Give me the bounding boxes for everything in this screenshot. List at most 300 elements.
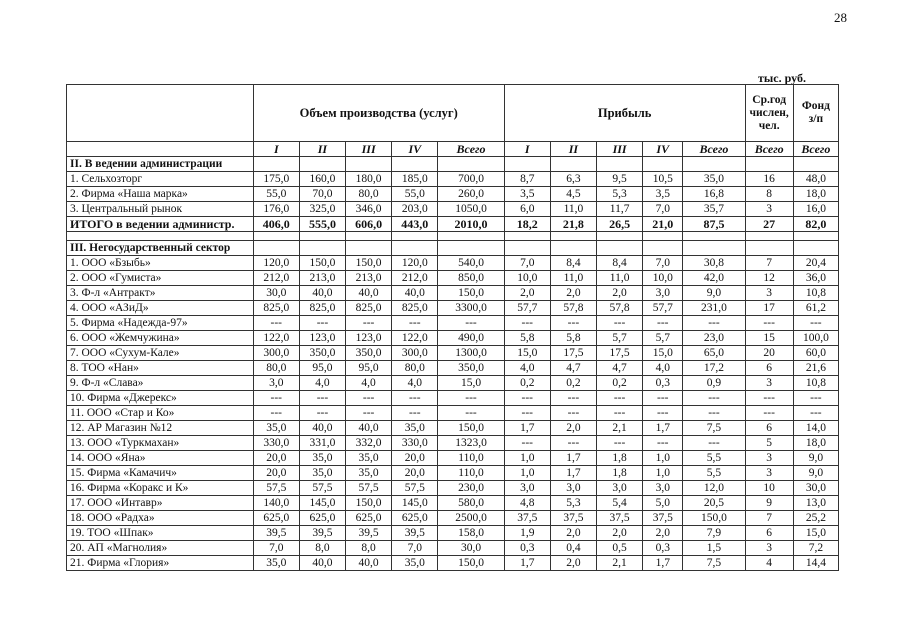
row-label: 1. ООО «Бзыбь» (67, 256, 254, 271)
table-cell: 20 (745, 346, 793, 361)
table-cell: 40,0 (299, 421, 345, 436)
table-cell (793, 241, 838, 256)
row-label: 16. Фирма «Коракс и К» (67, 481, 254, 496)
table-cell (683, 232, 745, 241)
table-cell: 80,0 (392, 361, 438, 376)
table-cell: 40,0 (346, 421, 392, 436)
table-row (67, 301, 839, 316)
table-cell: 20,4 (793, 256, 838, 271)
table-cell: 6 (745, 421, 793, 436)
table-cell: 17,5 (550, 346, 596, 361)
table-cell: 406,0 (253, 217, 299, 232)
table-cell: --- (683, 436, 745, 451)
table-cell: 331,0 (299, 436, 345, 451)
table-cell: 7,5 (683, 556, 745, 571)
table-cell: 18,2 (504, 217, 550, 232)
table-cell: 39,5 (253, 526, 299, 541)
table-cell: 5,5 (683, 451, 745, 466)
table-cell: 4,0 (643, 361, 683, 376)
table-cell (597, 157, 643, 172)
table-cell: 231,0 (683, 301, 745, 316)
table-cell: 12,0 (683, 481, 745, 496)
table-cell: --- (550, 406, 596, 421)
table-cell: 11,0 (550, 271, 596, 286)
table-cell: 1,7 (550, 466, 596, 481)
table-cell: 145,0 (299, 496, 345, 511)
row-label: 1. Сельхозторг (67, 172, 254, 187)
table-cell: 0,3 (504, 541, 550, 556)
table-cell: 37,5 (597, 511, 643, 526)
table-cell: 7,2 (793, 541, 838, 556)
row-label: 10. Фирма «Джерекс» (67, 391, 254, 406)
table-cell: 150,0 (346, 496, 392, 511)
table-cell: 5,5 (683, 466, 745, 481)
table-cell: 110,0 (438, 451, 504, 466)
table-cell (392, 232, 438, 241)
table-cell: 325,0 (299, 202, 345, 217)
header-fund: Фонд з/п (793, 85, 838, 142)
table-cell: 57,5 (392, 481, 438, 496)
table-cell: 4,0 (392, 376, 438, 391)
table-cell: 700,0 (438, 172, 504, 187)
table-cell: 1,8 (597, 466, 643, 481)
section-row (67, 157, 839, 172)
table-cell: 1323,0 (438, 436, 504, 451)
table-cell: 14,0 (793, 421, 838, 436)
header-row (67, 85, 839, 142)
table-cell (793, 157, 838, 172)
table-cell: 37,5 (643, 511, 683, 526)
table-cell: 5,4 (597, 496, 643, 511)
table-cell: 850,0 (438, 271, 504, 286)
table-cell: 0,2 (597, 376, 643, 391)
table-cell: 21,0 (643, 217, 683, 232)
table-cell (550, 241, 596, 256)
table-cell: 20,0 (392, 466, 438, 481)
total-row (67, 217, 839, 232)
row-label: 3. Центральный рынок (67, 202, 254, 217)
table-cell: 57,7 (643, 301, 683, 316)
row-label: 3. Ф-л «Антракт» (67, 286, 254, 301)
quarter-header-cell: Всего (745, 142, 793, 157)
table-cell (683, 157, 745, 172)
table-cell: 1,9 (504, 526, 550, 541)
table-row (67, 481, 839, 496)
table-cell (745, 241, 793, 256)
row-label: ИТОГО в ведении администр. (67, 217, 254, 232)
quarter-header-cell: IV (643, 142, 683, 157)
table-cell: 1,0 (643, 466, 683, 481)
table-cell (597, 232, 643, 241)
table-row (67, 541, 839, 556)
table-cell: --- (504, 316, 550, 331)
table-cell: 3 (745, 376, 793, 391)
table-cell: 30,8 (683, 256, 745, 271)
table-cell: 10,5 (643, 172, 683, 187)
table-cell: 39,5 (346, 526, 392, 541)
table-cell: 7,0 (643, 202, 683, 217)
table-cell: 825,0 (253, 301, 299, 316)
table-cell: 625,0 (299, 511, 345, 526)
table-cell: 3,5 (643, 187, 683, 202)
table-cell: 176,0 (253, 202, 299, 217)
table-cell: --- (550, 391, 596, 406)
table-row (67, 496, 839, 511)
row-label: 8. ТОО «Нан» (67, 361, 254, 376)
table-cell: --- (683, 391, 745, 406)
table-cell: 25,2 (793, 511, 838, 526)
table-cell: 180,0 (346, 172, 392, 187)
table-cell (346, 157, 392, 172)
table-cell: 0,9 (683, 376, 745, 391)
table-cell: --- (550, 436, 596, 451)
table-cell: 95,0 (346, 361, 392, 376)
table-cell: 13,0 (793, 496, 838, 511)
table-cell: 7 (745, 256, 793, 271)
table-cell (299, 241, 345, 256)
table-cell: 8,4 (597, 256, 643, 271)
table-cell: 16 (745, 172, 793, 187)
table-cell: 10,0 (643, 271, 683, 286)
table-cell: 18,0 (793, 436, 838, 451)
table-cell: 8,7 (504, 172, 550, 187)
table-cell: 4,7 (550, 361, 596, 376)
table-cell: 9 (745, 496, 793, 511)
row-label: 11. ООО «Стар и Ко» (67, 406, 254, 421)
table-cell: 150,0 (438, 556, 504, 571)
table-cell: 8,0 (299, 541, 345, 556)
header-avg-staff: Ср.год числен, чел. (745, 85, 793, 142)
table-cell (253, 157, 299, 172)
table-cell: 1,0 (504, 451, 550, 466)
table-cell: 2,0 (550, 526, 596, 541)
table-cell: 350,0 (438, 361, 504, 376)
table-cell: --- (438, 406, 504, 421)
table-cell: --- (253, 391, 299, 406)
table-cell: 9,0 (793, 451, 838, 466)
table-cell (67, 232, 254, 241)
row-label: 17. ООО «Интавр» (67, 496, 254, 511)
table-cell: 2,0 (597, 526, 643, 541)
table-cell: --- (745, 391, 793, 406)
table-cell: 15 (745, 331, 793, 346)
table-cell: 21,6 (793, 361, 838, 376)
table-cell: 150,0 (346, 256, 392, 271)
row-label: 6. ООО «Жемчужина» (67, 331, 254, 346)
table-cell (346, 232, 392, 241)
table-cell: 1,7 (643, 421, 683, 436)
table-cell: 55,0 (253, 187, 299, 202)
table-cell: 555,0 (299, 217, 345, 232)
table-cell: --- (438, 391, 504, 406)
table-cell: --- (346, 406, 392, 421)
table-cell (643, 157, 683, 172)
table-cell: 0,3 (643, 376, 683, 391)
table-cell (438, 157, 504, 172)
table-cell: 6 (745, 526, 793, 541)
table-cell: 213,0 (299, 271, 345, 286)
table-cell: 2010,0 (438, 217, 504, 232)
table-cell: 9,5 (597, 172, 643, 187)
table-cell: 150,0 (683, 511, 745, 526)
table-cell: 7 (745, 511, 793, 526)
table-cell: 625,0 (253, 511, 299, 526)
table-cell: 2500,0 (438, 511, 504, 526)
table-cell: --- (643, 391, 683, 406)
quarter-header-cell: IV (392, 142, 438, 157)
table-cell: 123,0 (346, 331, 392, 346)
table-cell: 1,7 (643, 556, 683, 571)
table-row (67, 271, 839, 286)
table-cell: 540,0 (438, 256, 504, 271)
table-cell: 37,5 (550, 511, 596, 526)
table-cell: 6,3 (550, 172, 596, 187)
row-label: 18. ООО «Радха» (67, 511, 254, 526)
table-cell: 5,7 (643, 331, 683, 346)
table-cell: 23,0 (683, 331, 745, 346)
table-cell: --- (438, 316, 504, 331)
table-cell: 15,0 (793, 526, 838, 541)
table-cell: 300,0 (392, 346, 438, 361)
table-cell: 17,5 (597, 346, 643, 361)
table-row (67, 172, 839, 187)
table-cell: 2,0 (550, 556, 596, 571)
table-cell: 27 (745, 217, 793, 232)
table-cell: 825,0 (299, 301, 345, 316)
table-cell: --- (346, 316, 392, 331)
table-cell: --- (745, 406, 793, 421)
row-label: 13. ООО «Туркмахан» (67, 436, 254, 451)
table-row (67, 331, 839, 346)
table-cell: 35,0 (392, 421, 438, 436)
table-cell: 0,5 (597, 541, 643, 556)
table-cell: 80,0 (346, 187, 392, 202)
table-row (67, 376, 839, 391)
table-cell: 5,8 (550, 331, 596, 346)
table-cell: 11,0 (550, 202, 596, 217)
table-cell: 5,3 (597, 187, 643, 202)
table-cell: 6 (745, 361, 793, 376)
table-cell: 40,0 (299, 286, 345, 301)
table-cell: 5,3 (550, 496, 596, 511)
table-row (67, 202, 839, 217)
table-cell: 3 (745, 541, 793, 556)
table-cell: 80,0 (253, 361, 299, 376)
table-cell: 260,0 (438, 187, 504, 202)
table-cell: 57,5 (299, 481, 345, 496)
header-profit: Прибыль (504, 85, 745, 142)
table-cell: 3 (745, 466, 793, 481)
table-cell: 7,0 (392, 541, 438, 556)
table-cell: 17,2 (683, 361, 745, 376)
table-cell: --- (299, 316, 345, 331)
table-cell: 57,5 (253, 481, 299, 496)
table-cell: 1,7 (504, 421, 550, 436)
table-cell: --- (346, 391, 392, 406)
table-cell: 10,8 (793, 286, 838, 301)
table-cell: 122,0 (253, 331, 299, 346)
table-cell: 11,7 (597, 202, 643, 217)
table-cell: 17 (745, 301, 793, 316)
table-row (67, 436, 839, 451)
quarter-header-cell: II (299, 142, 345, 157)
table-cell (253, 241, 299, 256)
table-cell: 3,5 (504, 187, 550, 202)
table-cell: 7,9 (683, 526, 745, 541)
table-cell (745, 157, 793, 172)
table-cell: 490,0 (438, 331, 504, 346)
quarter-header-cell: I (253, 142, 299, 157)
table-cell: 3,0 (597, 481, 643, 496)
table-cell: --- (253, 316, 299, 331)
table-cell: 625,0 (346, 511, 392, 526)
table-cell: 1,0 (643, 451, 683, 466)
table-cell: 3 (745, 451, 793, 466)
table-cell: 57,5 (346, 481, 392, 496)
table-cell: --- (643, 316, 683, 331)
table-cell: 35,0 (683, 172, 745, 187)
table-cell: 82,0 (793, 217, 838, 232)
table-cell: 3,0 (643, 481, 683, 496)
table-cell: 42,0 (683, 271, 745, 286)
table-cell: 39,5 (392, 526, 438, 541)
table-cell (643, 241, 683, 256)
table-cell: --- (597, 316, 643, 331)
table-cell: 10 (745, 481, 793, 496)
row-label: 12. АР Магазин №12 (67, 421, 254, 436)
table-cell: 2,1 (597, 421, 643, 436)
table-cell: 20,5 (683, 496, 745, 511)
table-cell: --- (597, 406, 643, 421)
table-cell: 330,0 (253, 436, 299, 451)
table-cell: --- (793, 406, 838, 421)
table-cell: 18,0 (793, 187, 838, 202)
table-cell: --- (392, 406, 438, 421)
table-cell: 48,0 (793, 172, 838, 187)
table-cell: 2,0 (550, 286, 596, 301)
table-cell: 35,0 (253, 556, 299, 571)
table-cell: 35,0 (299, 466, 345, 481)
table-row (67, 526, 839, 541)
table-cell: 40,0 (346, 286, 392, 301)
table-cell: 350,0 (299, 346, 345, 361)
table-cell: 57,8 (597, 301, 643, 316)
table-cell: 3,0 (504, 481, 550, 496)
table-cell: 5,7 (597, 331, 643, 346)
table-cell: 5,0 (643, 496, 683, 511)
table-cell: 30,0 (793, 481, 838, 496)
table-cell: 7,0 (253, 541, 299, 556)
table-cell: 606,0 (346, 217, 392, 232)
table-cell: 1,7 (504, 556, 550, 571)
table-cell: 300,0 (253, 346, 299, 361)
table-row (67, 187, 839, 202)
table-cell: 4 (745, 556, 793, 571)
economic-table (66, 84, 839, 571)
table-cell: 212,0 (392, 271, 438, 286)
table-cell: --- (597, 436, 643, 451)
table-cell: 145,0 (392, 496, 438, 511)
table-cell: 21,8 (550, 217, 596, 232)
table-cell: --- (793, 391, 838, 406)
table-cell: --- (299, 391, 345, 406)
row-label: 9. Ф-л «Слава» (67, 376, 254, 391)
table-cell: 3 (745, 202, 793, 217)
row-label: 2. Фирма «Наша марка» (67, 187, 254, 202)
quarter-header-row (67, 142, 839, 157)
table-cell (550, 157, 596, 172)
table-cell: 4,5 (550, 187, 596, 202)
table-cell: 30,0 (253, 286, 299, 301)
table-cell: 213,0 (346, 271, 392, 286)
row-label: 15. Фирма «Камачич» (67, 466, 254, 481)
table-cell: 15,0 (643, 346, 683, 361)
table-row (67, 466, 839, 481)
table-cell: 20,0 (253, 466, 299, 481)
table-row (67, 316, 839, 331)
table-row (67, 346, 839, 361)
table-cell: --- (643, 436, 683, 451)
table-cell: --- (299, 406, 345, 421)
table-cell: 60,0 (793, 346, 838, 361)
table-cell: 3,0 (550, 481, 596, 496)
table-cell: 14,4 (793, 556, 838, 571)
table-cell: 2,0 (643, 526, 683, 541)
table-row (67, 256, 839, 271)
table-cell: 3300,0 (438, 301, 504, 316)
row-label: 5. Фирма «Надежда-97» (67, 316, 254, 331)
table-cell: 1050,0 (438, 202, 504, 217)
table-cell: --- (504, 436, 550, 451)
table-cell: --- (643, 406, 683, 421)
table-cell: 1,8 (597, 451, 643, 466)
table-cell: 0,3 (643, 541, 683, 556)
table-cell: 2,0 (597, 286, 643, 301)
section-title: III. Негосударственный сектор (67, 241, 254, 256)
table-cell: 150,0 (438, 286, 504, 301)
quarter-header-cell: Всего (793, 142, 838, 157)
table-row (67, 286, 839, 301)
table-row (67, 556, 839, 571)
table-cell: --- (597, 391, 643, 406)
table-cell: 122,0 (392, 331, 438, 346)
table-cell: --- (504, 406, 550, 421)
table-row (67, 421, 839, 436)
table-cell: 26,5 (597, 217, 643, 232)
table-cell: 346,0 (346, 202, 392, 217)
table-cell: --- (793, 316, 838, 331)
table-cell: 3,0 (253, 376, 299, 391)
header-production: Объем производства (услуг) (253, 85, 504, 142)
table-cell: 57,8 (550, 301, 596, 316)
table-cell: --- (504, 391, 550, 406)
table-cell: 20,0 (253, 451, 299, 466)
table-cell: 8,4 (550, 256, 596, 271)
table-row (67, 406, 839, 421)
table-row (67, 511, 839, 526)
table-cell: 35,0 (346, 451, 392, 466)
table-cell (253, 232, 299, 241)
table-cell: 11,0 (597, 271, 643, 286)
table-cell: 0,2 (504, 376, 550, 391)
table-cell: 350,0 (346, 346, 392, 361)
table-cell: --- (392, 391, 438, 406)
table-cell: 100,0 (793, 331, 838, 346)
table-cell: 203,0 (392, 202, 438, 217)
table-cell: 61,2 (793, 301, 838, 316)
table-cell: 123,0 (299, 331, 345, 346)
table-cell: 8 (745, 187, 793, 202)
